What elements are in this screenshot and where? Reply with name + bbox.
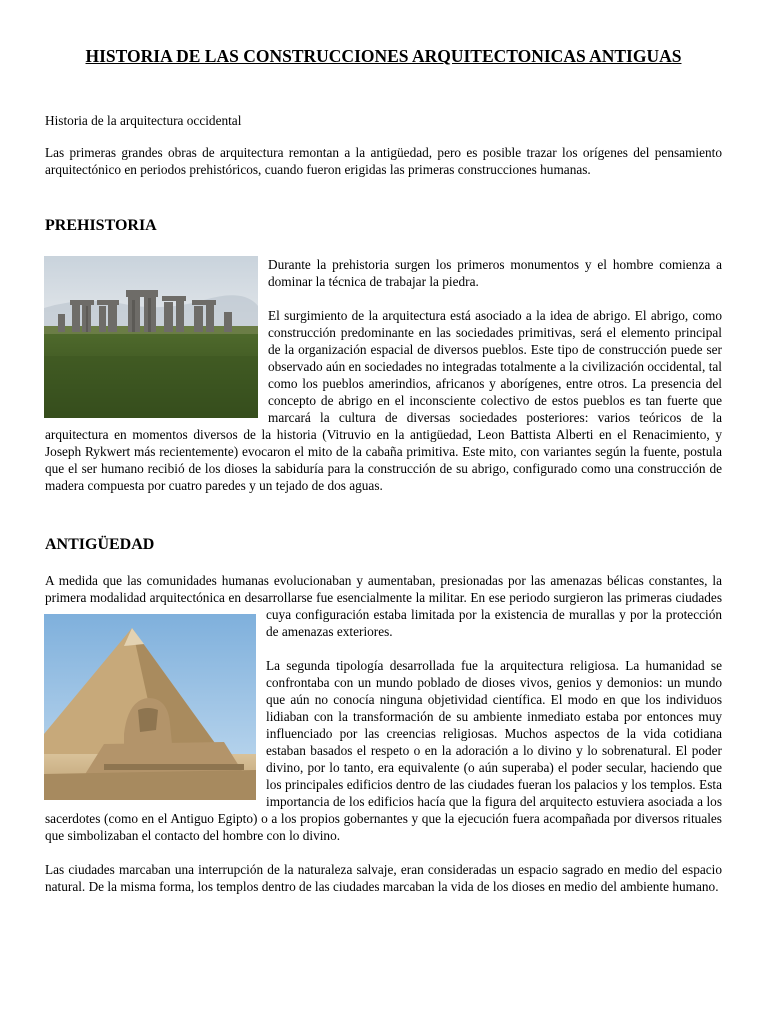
antiguedad-paragraph-1: A medida que las comunidades humanas evolucionaban y aumentaban, presionadas por las amenazas bélicas constantes, la primera modalidad arquitectónica en desarrollarse fue esencialmente la militar. En ese periodo surgieron las primeras ciudades cuya configuración estaba limitada por la existencia de murallas y por la protección de amenazas exteriores. [45, 573, 722, 639]
prehistoria-paragraph-1: Durante la prehistoria surgen los primeros monumentos y el hombre comienza a dominar la técnica de trabajar la piedra. [268, 257, 722, 289]
antiguedad-paragraph-3: Las ciudades marcaban una interrupción de la naturaleza salvaje, eran consideradas un espacio sagrado en medio del espacio natural. De la misma forma, los templos dentro de las ciudades marcaban la vida de los dioses en medio del ambiente humano. [45, 862, 722, 894]
section-antiguedad [45, 572, 722, 895]
prehistoria-paragraph-2: El surgimiento de la arquitectura está asociado a la idea de abrigo. El abrigo, como construcción predominante en las sociedades primitivas, será el elemento principal de la organización espacial de diversos pueblos. Este tipo de construcción puede ser observado aún en sociedades no integradas totalmente a la civilización occidental, tal como los pueblos amerindios, africanos y aborígenes, entre otros. La presencia del concepto de abrigo en el inconsciente colectivo de estos pueblos es tan fuerte que marcará la cultura de diversas sociedades posteriores: varios teóricos de la arquitectura en momentos diversos de la historia (Vitruvio en la antigüedad, Leon Battista Alberti en el Renacimiento, y Joseph Rykwert más recientemente) evocaron el mito de la cabaña primitiva. Este mito, con variantes según la fuente, postula que el ser humano recibió de los dioses la sabiduría para la construcción de su abrigo, configurado como una construcción de madera compuesta por cuatro paredes y un tejado de dos aguas. [45, 308, 722, 493]
heading-antiguedad: ANTIGÜEDAD [45, 536, 155, 553]
document-subtitle: Historia de la arquitectura occidental [45, 113, 242, 128]
stonehenge-picture [44, 256, 258, 418]
stonehenge-image [44, 256, 258, 418]
pyramid-sphinx-picture [44, 614, 256, 800]
heading-prehistoria: PREHISTORIA [45, 217, 157, 234]
document-title: HISTORIA DE LAS CONSTRUCCIONES ARQUITECTONICAS ANTIGUAS [85, 46, 682, 66]
antiguedad-paragraph-2: La segunda tipología desarrollada fue la arquitectura religiosa. La humanidad se confrontaba con un mundo poblado de dioses vivos, genios y demonios: un mundo que aún no conocía ninguna objetividad científica. El modo en que los individuos lidiaban con la transformación de su ambiente inmediato estaba por entonces muy influenciado por las creencias religiosas. Muchos aspectos de la vida cotidiana estaban basados el respeto o en la adoración a lo divino y lo sobrenatural. El poder divino, por lo tanto, era equivalente (o aún superaba) el poder secular, haciendo que los principales edificios dentro de las ciudades fueran los palacios y los templos. Esta importancia de los edificios hacía que la figura del arquitecto estuviera asociada a los sacerdotes (como en el Antiguo Egipto) o a los propios gobernantes y que la ejecución fuera acompañada por diversos rituales que simbolizaban el contacto del hombre con lo divino. [45, 658, 722, 843]
pyramid-sphinx-image [44, 614, 256, 800]
section-prehistoria [45, 256, 722, 494]
intro-paragraph: Las primeras grandes obras de arquitectura remontan a la antigüedad, pero es posible trazar los orígenes del pensamiento arquitectónico en periodos prehistóricos, cuando fueron erigidas las primeras construcciones humanas. [45, 145, 722, 177]
